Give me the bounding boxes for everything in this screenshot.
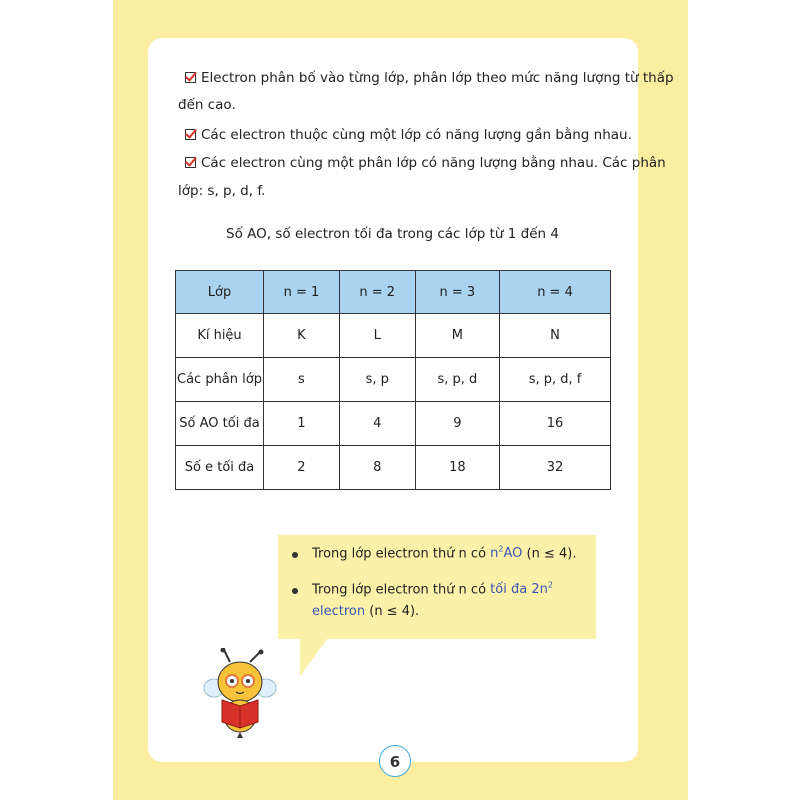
table-row	[176, 314, 611, 358]
header-cell: n = 3	[415, 271, 499, 314]
note-item-1-prefix: Trong lớp electron thứ n có	[312, 546, 491, 562]
bullet-1-continuation: đến cao.	[178, 97, 236, 113]
table-cell: 32	[500, 446, 611, 490]
checkbox-icon	[185, 157, 196, 168]
table-cell: s, p, d, f	[500, 358, 611, 402]
highlight-rest: AO	[503, 546, 523, 562]
table-cell: s	[264, 358, 340, 402]
table-cell: L	[339, 314, 415, 358]
note-item-1-highlight	[490, 546, 522, 561]
bullet-1-text: Electron phân bố vào từng lớp, phân lớp theo mức năng lượng từ thấp	[201, 70, 674, 86]
bullet-3-continuation: lớp: s, p, d, f.	[178, 183, 266, 199]
table-cell: 4	[339, 402, 415, 446]
table-row	[176, 358, 611, 402]
checkbox-icon	[185, 129, 196, 140]
table-cell: K	[264, 314, 340, 358]
checkbox-icon	[185, 72, 196, 83]
table-header-row	[176, 271, 611, 314]
note-item-1	[312, 545, 577, 561]
table-row	[176, 446, 611, 490]
note-item-2	[312, 581, 553, 597]
row-label: Số e tối đa	[176, 446, 264, 490]
table-cell: s, p	[339, 358, 415, 402]
page-number: 6	[379, 745, 411, 777]
bullet-2	[185, 126, 632, 144]
highlight-base: n	[490, 546, 499, 562]
row-label: Số AO tối đa	[176, 402, 264, 446]
header-cell: n = 2	[339, 271, 415, 314]
table-cell: N	[500, 314, 611, 358]
bullet-3	[185, 154, 666, 172]
table-cell: 18	[415, 446, 499, 490]
note-item-2-prefix: Trong lớp electron thứ n có	[312, 582, 491, 598]
note-item-1-suffix: (n ≤ 4).	[522, 546, 577, 562]
note-item-2-line2-suffix: (n ≤ 4).	[365, 604, 420, 619]
note-item-2-line2-highlight: electron	[312, 604, 366, 619]
table-cell: 8	[339, 446, 415, 490]
table-cell: 9	[415, 402, 499, 446]
table-cell: 1	[264, 402, 340, 446]
header-cell: n = 4	[500, 271, 611, 314]
bullet-dot-icon	[292, 552, 298, 558]
table-row	[176, 402, 611, 446]
header-cell: Lớp	[176, 271, 264, 314]
highlight-text: tối đa 2n	[490, 582, 548, 598]
row-label: Các phân lớp	[176, 358, 264, 402]
table-cell: M	[415, 314, 499, 358]
note-item-2-highlight	[490, 582, 553, 597]
bee-mascot-icon	[200, 648, 280, 738]
superscript: 2	[547, 581, 553, 590]
bullet-2-text: Các electron thuộc cùng một lớp có năng lượng gần bằng nhau.	[201, 127, 632, 143]
table-cell: s, p, d	[415, 358, 499, 402]
bullet-3-text: Các electron cùng một phân lớp có năng lượng bằng nhau. Các phân	[201, 155, 666, 171]
note-item-2-continuation	[312, 604, 419, 619]
header-cell: n = 1	[264, 271, 340, 314]
ao-table	[175, 270, 611, 490]
row-label: Kí hiệu	[176, 314, 264, 358]
table-caption: Số AO, số electron tối đa trong các lớp từ 1 đến 4	[226, 226, 559, 242]
bullet-dot-icon	[292, 588, 298, 594]
bullet-1	[185, 69, 674, 87]
table-cell: 2	[264, 446, 340, 490]
table-cell: 16	[500, 402, 611, 446]
superscript: 2	[498, 545, 504, 554]
note-bubble-tail	[300, 638, 354, 676]
